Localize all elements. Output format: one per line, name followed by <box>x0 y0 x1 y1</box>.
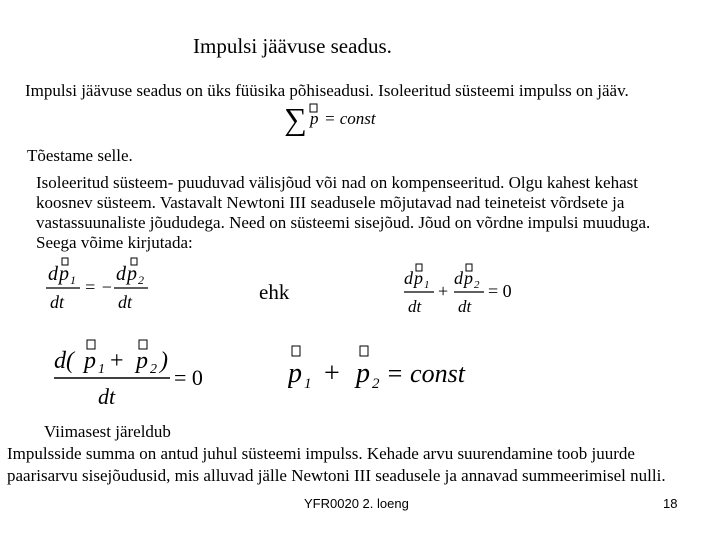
summary-paragraph <box>7 443 717 487</box>
subscript-1: 1 <box>424 279 430 291</box>
numerator-d: d <box>404 268 413 288</box>
eq-p2: p <box>356 358 370 389</box>
vector-mark-icon <box>292 346 300 356</box>
denominator-dt: dt <box>408 297 422 316</box>
eq-rhs: = const <box>324 109 376 128</box>
equation-sum-const <box>282 100 402 136</box>
subscript-1: 1 <box>98 362 105 377</box>
paragraph-line: vastassuunaliste jõududega. Need on süsteemi sisejõud. Jõud on võrdne impulsi muuduga. <box>36 213 651 232</box>
equals-zero: = 0 <box>488 281 512 301</box>
plus-sign: + <box>110 348 124 374</box>
eq-close-paren: ) <box>160 348 168 374</box>
proof-heading: Tõestame selle. <box>27 146 133 165</box>
paragraph-line: Seega võime kirjutada: <box>36 233 193 252</box>
numerator-d: d <box>48 263 58 285</box>
plus-sign: + <box>438 281 449 301</box>
subscript-2: 2 <box>372 376 380 392</box>
denominator-dt: dt <box>50 292 65 312</box>
equation-conservation <box>288 344 488 392</box>
numerator-p: p <box>464 268 473 288</box>
paragraph-line: paarisarvu sisejõudusid, mis alluvad jälle Newtoni III seadusele ja annavad summeerimisel nulli. <box>7 466 666 485</box>
eq-p2: p <box>136 348 148 374</box>
paragraph-line: Isoleeritud süsteem- puuduvad välisjõud või nad on kompenseeritud. Olgu kahest kehast <box>36 173 638 192</box>
vector-mark-icon <box>360 346 368 356</box>
numerator-p: p <box>414 268 423 288</box>
numerator-d: d <box>454 268 463 288</box>
sigma-symbol: ∑ <box>284 101 307 136</box>
equation-force-pair <box>40 256 180 316</box>
plus-sign: + <box>324 358 340 389</box>
numerator-p: p <box>127 263 137 285</box>
subscript-2: 2 <box>138 273 144 287</box>
numerator-p: p <box>59 263 69 285</box>
intro-text: Impulsi jäävuse seadus on üks füüsika põhiseadusi. Isoleeritud süsteemi impulss on jääv. <box>25 81 629 100</box>
isolated-system-paragraph <box>36 173 706 253</box>
subscript-1: 1 <box>304 376 312 392</box>
footer-course: YFR0020 2. loeng <box>304 496 409 511</box>
eq-lhs: d( <box>54 348 74 374</box>
subscript-1: 1 <box>70 273 76 287</box>
slide-title: Impulsi jäävuse seadus. <box>193 34 392 58</box>
denominator-dt: dt <box>458 297 472 316</box>
ehk-word: ehk <box>259 280 290 304</box>
subscript-2: 2 <box>150 362 157 377</box>
equals-zero: = 0 <box>174 365 203 390</box>
eq-var: p <box>310 109 319 128</box>
equation-total-derivative <box>50 338 220 412</box>
eq-p1: p <box>288 358 302 389</box>
paragraph-line: Impulsside summa on antud juhul süsteemi impulss. Kehade arvu suurendamine toob juurde <box>7 444 635 463</box>
paragraph-line: koosnev süsteem. Vastavalt Newtoni III seadusele mõjutavad nad teineteist võrdsete ja <box>36 193 625 212</box>
footer-page-number: 18 <box>663 496 678 511</box>
denominator-dt: dt <box>98 384 116 409</box>
conclusion-intro: Viimasest järeldub <box>44 422 171 441</box>
denominator-dt: dt <box>118 292 133 312</box>
relation: = − <box>84 277 113 297</box>
equation-force-sum <box>402 262 532 318</box>
subscript-2: 2 <box>474 279 480 291</box>
eq-p1: p <box>84 348 96 374</box>
equals-const: = const <box>386 359 465 388</box>
numerator-d: d <box>116 263 126 285</box>
